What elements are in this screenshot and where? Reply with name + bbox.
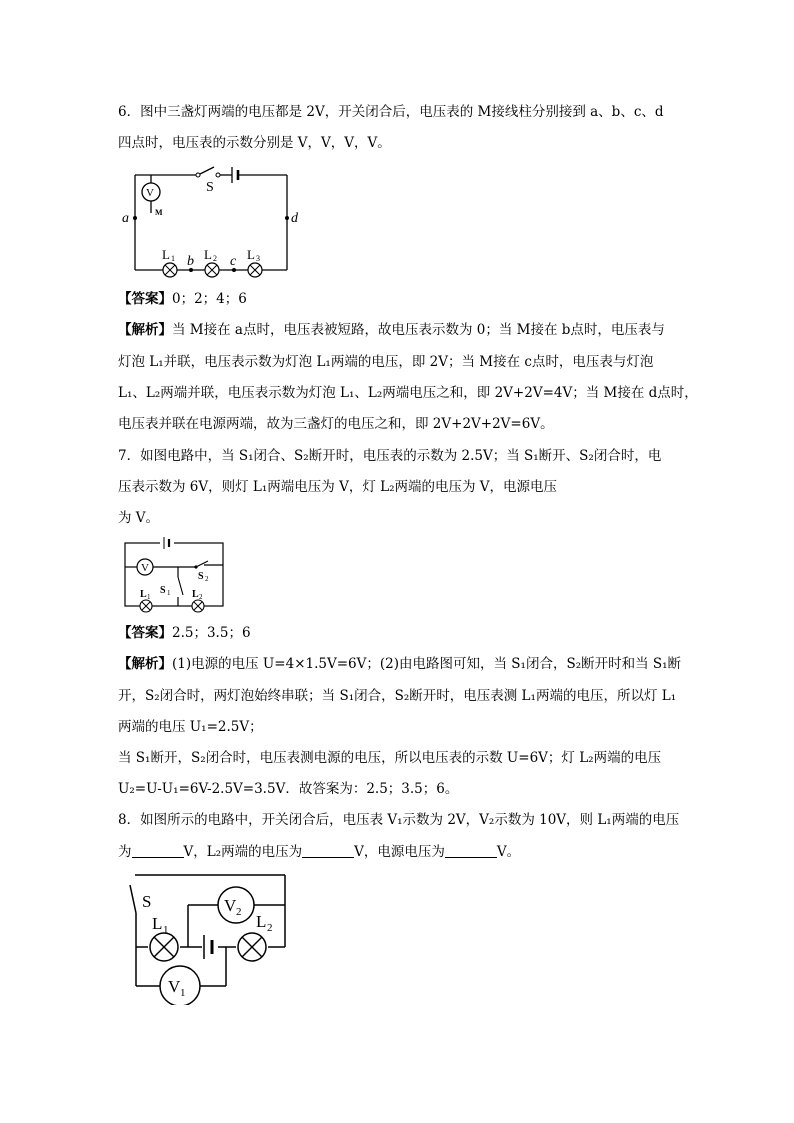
q6-line1: 6．图中三盏灯两端的电压都是 2V，开关闭合后，电压表的 M接线柱分别接到 a、b、c、d [118, 104, 664, 120]
q6-lamp3-label: L [247, 247, 255, 262]
q6-line2: 四点时，电压表的示数分别是 V，V，V，V。 [118, 135, 391, 151]
q8-l1-label: L [152, 914, 163, 933]
q6-switch-label: S [206, 180, 214, 195]
q6-lamp2-label: L [204, 247, 212, 262]
q8-circuit-diagram [118, 865, 303, 1005]
q7-s1-label: S [160, 585, 166, 596]
q8-l2-label: L [256, 912, 267, 931]
svg-text:1: 1 [167, 589, 171, 597]
svg-text:2: 2 [199, 593, 203, 601]
q7-meter-label: V [141, 562, 149, 574]
svg-text:1: 1 [163, 924, 169, 936]
q8-blank-2[interactable] [302, 843, 354, 858]
q6-analysis-4: 电压表并联在电源两端，故为三盏灯的电压之和，即 2V+2V+2V=6V。 [118, 416, 554, 432]
q6-m-label: M [155, 208, 163, 217]
q6-circuit-diagram [118, 160, 308, 280]
q7-analysis-2: 开，S₂闭合时，两灯泡始终串联；当 S₁闭合，S₂断开时，电压表测 L₁两端的电压，所以灯 L₁ [118, 688, 677, 704]
q7-l2-label: L [192, 589, 199, 600]
q7-analysis-1: 【解析】(1)电源的电压 U=4×1.5V=6V；(2)由电路图可知，当 S₁闭合，S₂断开时和当 S₁断 [118, 656, 682, 672]
q8-v1-label: V [168, 977, 181, 996]
q6-lamp1-label: L [162, 247, 170, 262]
svg-text:3: 3 [256, 254, 260, 263]
q7-analysis-5: U₂=U-U₁=6V-2.5V=3.5V．故答案为：2.5；3.5；6。 [118, 781, 459, 797]
q8-v2-label: V [224, 896, 237, 915]
q7-line3: 为 V。 [118, 510, 160, 526]
q7-s2-label: S [198, 571, 204, 582]
q7-line2: 压表示数为 6V，则灯 L₁两端电压为 V，灯 L₂两端的电压为 V，电源电压 [118, 479, 558, 495]
q8-switch-label: S [142, 892, 152, 911]
q6-point-a: a [122, 211, 129, 226]
svg-text:1: 1 [147, 593, 151, 601]
q8-blank-1[interactable] [132, 843, 184, 858]
svg-text:2: 2 [236, 906, 242, 918]
q6-analysis-2: 灯泡 L₁并联，电压表示数为灯泡 L₁两端的电压，即 2V；当 M接在 c点时，电压表与灯泡 [118, 354, 654, 370]
q8-line1: 8．如图所示的电路中，开关闭合后，电压表 V₁示数为 2V，V₂示数为 10V，则 L₁两端的电压 [118, 812, 680, 828]
q7-line1: 7．如图电路中，当 S₁闭合、S₂断开时，电压表的示数为 2.5V；当 S₁断开、S₂闭合时，电 [118, 448, 662, 464]
q7-analysis-3: 两端的电压 U₁=2.5V； [118, 719, 263, 735]
q7-l1-label: L [140, 589, 147, 600]
q6-point-c: c [230, 254, 237, 269]
q7-circuit-diagram [118, 533, 230, 615]
q6-analysis-3: L₁、L₂两端并联，电压表示数为灯泡 L₁、L₂两端电压之和，即 2V+2V=4V；当 M接在 d点时， [118, 385, 698, 401]
q6-point-d: d [291, 211, 298, 226]
q6-meter-label: V [146, 187, 154, 199]
svg-text:1: 1 [180, 987, 186, 999]
svg-text:1: 1 [171, 254, 175, 263]
q7-answer: 【答案】2.5；3.5；6 [118, 625, 251, 641]
svg-text:2: 2 [267, 922, 273, 934]
q7-analysis-4: 当 S₁断开，S₂闭合时，电压表测电源的电压，所以电压表的示数 U=6V；灯 L₂两端的电压 [118, 750, 662, 766]
svg-text:2: 2 [205, 575, 209, 583]
q6-analysis-1: 【解析】当 M接在 a点时，电压表被短路，故电压表示数为 0；当 M接在 b点时，电压表与 [118, 322, 665, 338]
svg-text:2: 2 [213, 254, 217, 263]
q8-line2: 为 V，L₂两端的电压为 V，电源电压为 V。 [118, 844, 521, 860]
q6-point-b: b [187, 254, 194, 269]
q8-blank-3[interactable] [445, 843, 497, 858]
q6-answer: 【答案】0；2；4；6 [118, 291, 247, 307]
